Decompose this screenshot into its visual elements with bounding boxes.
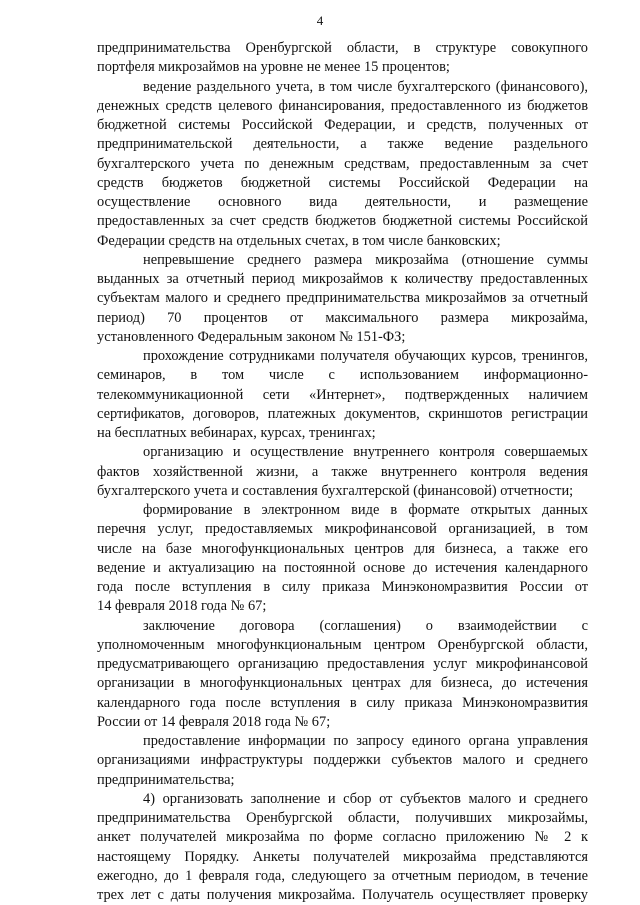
text-line: предусматривающего организацию предоставления услуг микрофинансовой xyxy=(97,656,588,672)
text-line: прохождение сотрудниками получателя обучающих курсов, тренингов, xyxy=(143,348,588,364)
text-line: телекоммуникационной сети «Интернет», подтвержденных наличием xyxy=(97,386,588,403)
text-line: ведение и актуализацию на постоянной основе до истечения календарного xyxy=(97,559,588,576)
paragraph xyxy=(97,443,588,501)
text-line: бюджетной системы Российской Федерации, и средств, полученных от xyxy=(97,117,588,133)
text-line: заключение договора (соглашения) о взаимодействии с xyxy=(143,617,588,634)
text-line: формирование в электронном виде в формате открытых данных xyxy=(143,502,588,518)
text-line: организации в многофункциональных центрах для бизнеса, до истечения xyxy=(97,675,588,692)
text-line: уполномоченным многофункциональным центром Оренбургской области, xyxy=(97,636,588,653)
text-line: календарного года после вступления в силу приказа Минэкономразвития xyxy=(97,694,588,711)
text-line: предпринимательства; xyxy=(97,771,235,788)
text-line: предпринимательства Оренбургской области, в структуре совокупного xyxy=(97,40,588,56)
text-line: осуществление основного вида деятельности, и размещение xyxy=(97,194,588,210)
text-line: настоящему Порядку. Анкеты получателей микрозайма представляются xyxy=(97,848,588,865)
text-line: предоставление информации по запросу единого органа управления xyxy=(143,733,588,749)
text-line: бухгалтерского учета и составления бухгалтерской (финансовой) отчетности; xyxy=(97,482,574,499)
text-line: предпринимательской деятельности, а также ведение раздельного xyxy=(97,136,588,153)
text-line: бухгалтерского учета по денежным средствам, предоставленным за счет xyxy=(97,155,588,172)
text-line: 4) организовать заполнение и сбор от субъектов малого и среднего xyxy=(143,790,588,807)
text-line: установленного Федеральным законом № 151-ФЗ; xyxy=(97,328,406,345)
text-line: выданных за отчетный период микрозаймов к количеству предоставленных xyxy=(97,271,588,287)
text-line: предоставленных за счет средств бюджетов бюджетной системы Российской xyxy=(97,213,588,230)
text-line: числе на базе многофункциональных центров для бизнеса, а также его xyxy=(97,540,588,557)
text-line: субъектам малого и среднего предпринимательства микрозаймов за отчетный xyxy=(97,290,588,307)
text-line: России от 14 февраля 2018 года № 67; xyxy=(97,713,331,730)
text-line: фактов хозяйственной жизни, а также внутреннего контроля ведения xyxy=(97,463,588,480)
paragraph xyxy=(97,251,588,347)
text-line: организациями инфраструктуры поддержки субъектов малого и среднего xyxy=(97,752,588,769)
text-line: организацию и осуществление внутреннего контроля совершаемых xyxy=(143,444,588,461)
text-line: семинаров, в том числе с использованием информационно- xyxy=(97,367,588,384)
paragraph xyxy=(97,347,588,443)
text-line: 14 февраля 2018 года № 67; xyxy=(97,598,267,615)
page-number: 4 xyxy=(316,13,324,28)
text-line: предпринимательства Оренбургской области, получивших микрозаймы, xyxy=(97,810,588,826)
paragraph xyxy=(97,78,588,251)
text-line: трех лет с даты получения микрозайма. Получатель осуществляет проверку xyxy=(97,887,588,903)
text-line: года после вступления в силу приказа Минэкономразвития России от xyxy=(97,579,588,595)
document-body xyxy=(97,39,588,905)
paragraph xyxy=(97,790,588,905)
text-line: Федерации средств на отдельных счетах, в том числе банковских; xyxy=(97,232,501,249)
text-line: анкет получателей микрозайма по форме согласно приложению № 2 к xyxy=(97,829,588,846)
text-line: перечня услуг, предоставляемых микрофинансовой организацией, в том xyxy=(97,521,588,538)
text-line: период) 70 процентов от максимального размера микрозайма, xyxy=(97,309,588,326)
text-line: сертификатов, договоров, платежных документов, скриншотов регистрации xyxy=(97,405,588,422)
paragraph xyxy=(97,732,588,790)
text-line: денежных средств целевого финансирования, предоставленного из бюджетов xyxy=(97,97,588,114)
text-line: ведение раздельного учета, в том числе бухгалтерского (финансового), xyxy=(143,78,588,95)
text-line: непревышение среднего размера микрозайма (отношение суммы xyxy=(143,251,588,268)
paragraph xyxy=(97,39,588,78)
paragraph xyxy=(97,501,588,617)
text-line: на бесплатных вебинарах, курсах, тренингах; xyxy=(97,425,376,441)
paragraph xyxy=(97,617,588,733)
text-line: ежегодно, до 1 февраля года, следующего за отчетным периодом, в течение xyxy=(97,867,588,884)
text-line: средств бюджетов бюджетной системы Российской Федерации на xyxy=(97,174,588,191)
text-line: портфеля микрозаймов на уровне не менее 15 процентов; xyxy=(97,59,450,76)
